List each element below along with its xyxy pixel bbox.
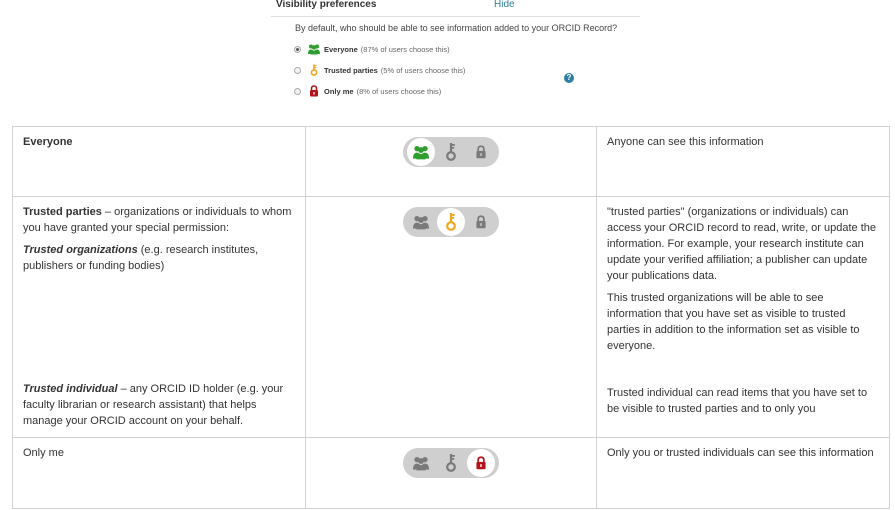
everyone-icon[interactable] <box>407 138 435 166</box>
visibility-toggle-trusted[interactable] <box>403 207 499 237</box>
visibility-toggle-cell <box>306 127 597 197</box>
preferences-title: Visibility preferences <box>276 0 377 10</box>
visibility-desc-cell <box>597 197 890 438</box>
option-only-me[interactable] <box>294 84 441 98</box>
option-trusted-label: Trusted parties <box>324 65 378 75</box>
visibility-toggle-private[interactable] <box>403 448 499 478</box>
trusted-individual-definition: – any ORCID ID holder (e.g. your faculty librarian or research assistant) that helps manage your ORCID account on your behalf. <box>23 383 284 427</box>
lock-icon[interactable] <box>467 208 495 236</box>
hide-link[interactable]: Hide <box>494 0 515 10</box>
visibility-toggle-cell <box>306 438 597 509</box>
trusted-organizations-definition: (e.g. research institutes, publishers or funding bodies) <box>23 244 259 272</box>
trusted-individual-paragraph <box>23 381 295 429</box>
everyone-icon <box>307 43 321 55</box>
help-icon[interactable]: ? <box>564 73 574 83</box>
lock-icon[interactable] <box>467 138 495 166</box>
option-only-me-label: Only me <box>324 86 354 96</box>
trusted-parties-term: Trusted parties <box>23 206 102 218</box>
preferences-header <box>271 0 640 17</box>
table-row-everyone <box>13 127 890 197</box>
option-everyone-label: Everyone <box>324 44 358 54</box>
radio-trusted-parties[interactable] <box>294 67 301 74</box>
visibility-table <box>12 126 890 509</box>
trusted-organizations-description: This trusted organizations will be able to see information that you have set as visible to trusted parties in addition to the information set as visible to everyone. <box>607 292 860 352</box>
option-only-me-note: (8% of users choose this) <box>356 86 442 96</box>
radio-everyone[interactable] <box>294 46 301 53</box>
trusted-parties-description: "trusted parties" (organizations or individuals) can access your ORCID record to read, write, or update the information. For example, your research institute can update your verified affiliation; a publisher can update your publications data. <box>607 206 877 282</box>
everyone-icon[interactable] <box>407 208 435 236</box>
everyone-term: Everyone <box>23 136 73 148</box>
table-row-trusted-parties <box>13 197 890 438</box>
everyone-icon[interactable] <box>407 449 435 477</box>
trusted-organizations-paragraph <box>23 242 295 274</box>
default-visibility-question: By default, who should be able to see information added to your ORCID Record? <box>295 23 618 33</box>
trusted-individual-term: Trusted individual <box>23 383 118 395</box>
trusted-organizations-term: Trusted organizations <box>23 244 138 256</box>
only-me-description: Only you or trusted individuals can see this information <box>607 447 874 459</box>
visibility-name-cell <box>13 438 306 509</box>
visibility-name-cell <box>13 127 306 197</box>
lock-icon[interactable] <box>467 449 495 477</box>
visibility-desc-cell <box>597 127 890 197</box>
option-trusted-parties[interactable] <box>294 63 465 77</box>
table-row-only-me <box>13 438 890 509</box>
trusted-parties-definition: – organizations or individuals to whom you have granted your special permission: <box>23 206 292 234</box>
key-icon[interactable] <box>437 449 465 477</box>
option-everyone-note: (87% of users choose this) <box>360 44 450 54</box>
only-me-term: Only me <box>23 447 64 459</box>
key-icon <box>307 64 321 76</box>
visibility-desc-cell <box>597 438 890 509</box>
radio-only-me[interactable] <box>294 88 301 95</box>
trusted-individual-description: Trusted individual can read items that you have set to be visible to trusted parties and to only you <box>607 387 868 415</box>
key-icon[interactable] <box>437 208 465 236</box>
lock-icon <box>307 85 321 97</box>
visibility-toggle-cell <box>306 197 597 438</box>
option-trusted-note: (5% of users choose this) <box>380 65 466 75</box>
trusted-parties-paragraph <box>23 204 295 236</box>
option-everyone[interactable] <box>294 42 450 56</box>
key-icon[interactable] <box>437 138 465 166</box>
everyone-description: Anyone can see this information <box>607 136 764 148</box>
visibility-toggle-everyone[interactable] <box>403 137 499 167</box>
visibility-name-cell <box>13 197 306 438</box>
